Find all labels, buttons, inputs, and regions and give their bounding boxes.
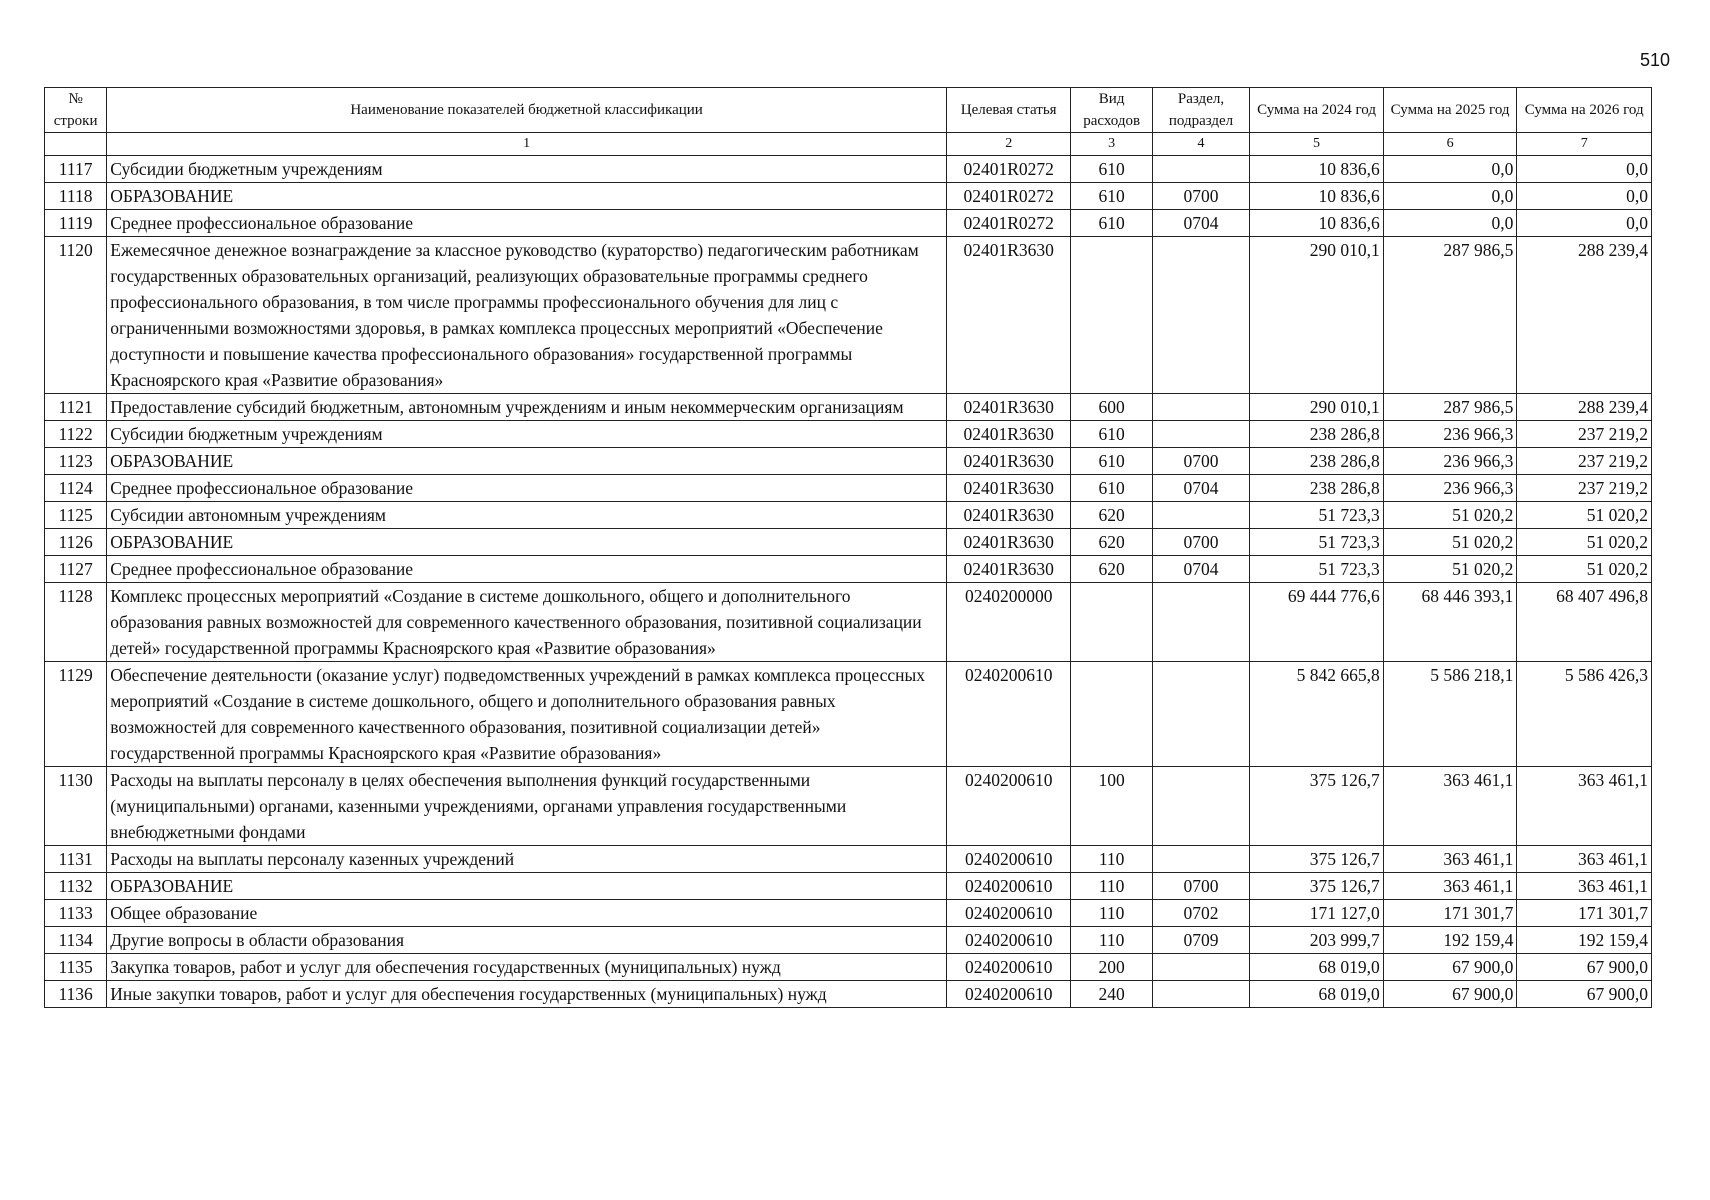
row-number-cell: 1128 [45,583,107,662]
sum-2025-cell: 0,0 [1383,156,1517,183]
header-expense-type: Вид расходов [1071,88,1152,133]
section-cell: 0704 [1152,475,1249,502]
target-article-cell: 0240200610 [946,767,1071,846]
sum-2024-cell: 51 723,3 [1250,502,1384,529]
table-row [45,846,1652,873]
section-cell [1152,394,1249,421]
sum-2025-cell: 5 586 218,1 [1383,662,1517,767]
indicator-name-cell: Ежемесячное денежное вознаграждение за классное руководство (кураторство) педагогическим работникам государственных образовательных организаций, реализующих образовательные программы среднего профессионального образования, в том числе программы профессионального обучения для лиц с ограниченными возможностями здоровья, в рамках комплекса процессных мероприятий «Обеспечение доступности и повышение качества профессионального образования» государственной программы Красноярского края «Развитие образования» [107,237,947,394]
sum-2026-cell: 363 461,1 [1517,873,1652,900]
sum-2026-cell: 171 301,7 [1517,900,1652,927]
row-number-cell: 1127 [45,556,107,583]
table-row [45,448,1652,475]
budget-table [44,87,1652,1008]
sum-2026-cell: 67 900,0 [1517,981,1652,1008]
target-article-cell: 02401R3630 [946,475,1071,502]
sum-2026-cell: 192 159,4 [1517,927,1652,954]
target-article-cell: 0240200610 [946,900,1071,927]
sum-2026-cell: 363 461,1 [1517,767,1652,846]
sum-2025-cell: 236 966,3 [1383,421,1517,448]
sum-2024-cell: 51 723,3 [1250,529,1384,556]
row-number-cell: 1134 [45,927,107,954]
indicator-name-cell: Среднее профессиональное образование [107,556,947,583]
sum-2025-cell: 0,0 [1383,183,1517,210]
sum-2025-cell: 0,0 [1383,210,1517,237]
sum-2026-cell: 237 219,2 [1517,448,1652,475]
column-number: 1 [107,133,947,156]
sum-2024-cell: 375 126,7 [1250,873,1384,900]
sum-2026-cell: 51 020,2 [1517,556,1652,583]
sum-2024-cell: 238 286,8 [1250,448,1384,475]
indicator-name-cell: Расходы на выплаты персоналу казенных учреждений [107,846,947,873]
sum-2026-cell: 0,0 [1517,210,1652,237]
indicator-name-cell: Общее образование [107,900,947,927]
indicator-name-cell: Иные закупки товаров, работ и услуг для обеспечения государственных (муниципальных) нужд [107,981,947,1008]
section-cell [1152,981,1249,1008]
column-number [45,133,107,156]
column-number: 2 [946,133,1071,156]
sum-2025-cell: 68 446 393,1 [1383,583,1517,662]
sum-2026-cell: 68 407 496,8 [1517,583,1652,662]
sum-2025-cell: 363 461,1 [1383,873,1517,900]
column-number-row [45,133,1652,156]
expense-type-cell: 100 [1071,767,1152,846]
expense-type-cell [1071,662,1152,767]
header-row [45,88,1652,133]
section-cell: 0700 [1152,873,1249,900]
sum-2024-cell: 51 723,3 [1250,556,1384,583]
table-row [45,475,1652,502]
sum-2024-cell: 10 836,6 [1250,210,1384,237]
sum-2025-cell: 67 900,0 [1383,954,1517,981]
sum-2025-cell: 363 461,1 [1383,846,1517,873]
sum-2025-cell: 51 020,2 [1383,556,1517,583]
sum-2025-cell: 236 966,3 [1383,448,1517,475]
section-cell [1152,846,1249,873]
target-article-cell: 02401R3630 [946,448,1071,475]
section-cell [1152,421,1249,448]
indicator-name-cell: Предоставление субсидий бюджетным, автономным учреждениям и иным некоммерческим организациям [107,394,947,421]
expense-type-cell: 610 [1071,183,1152,210]
target-article-cell: 0240200610 [946,846,1071,873]
indicator-name-cell: Другие вопросы в области образования [107,927,947,954]
expense-type-cell: 610 [1071,475,1152,502]
row-number-cell: 1120 [45,237,107,394]
table-row [45,394,1652,421]
target-article-cell: 0240200610 [946,662,1071,767]
expense-type-cell: 110 [1071,846,1152,873]
target-article-cell: 0240200610 [946,873,1071,900]
table-row [45,954,1652,981]
sum-2024-cell: 10 836,6 [1250,183,1384,210]
sum-2026-cell: 5 586 426,3 [1517,662,1652,767]
sum-2024-cell: 10 836,6 [1250,156,1384,183]
table-row [45,237,1652,394]
indicator-name-cell: Закупка товаров, работ и услуг для обеспечения государственных (муниципальных) нужд [107,954,947,981]
target-article-cell: 02401R0272 [946,210,1071,237]
expense-type-cell: 200 [1071,954,1152,981]
indicator-name-cell: ОБРАЗОВАНИЕ [107,448,947,475]
section-cell [1152,954,1249,981]
section-cell: 0700 [1152,183,1249,210]
sum-2026-cell: 51 020,2 [1517,529,1652,556]
table-row [45,529,1652,556]
section-cell [1152,767,1249,846]
expense-type-cell: 110 [1071,927,1152,954]
row-number-cell: 1133 [45,900,107,927]
sum-2024-cell: 290 010,1 [1250,237,1384,394]
column-number: 3 [1071,133,1152,156]
sum-2024-cell: 5 842 665,8 [1250,662,1384,767]
header-indicator-name: Наименование показателей бюджетной классификации [107,88,947,133]
header-section: Раздел, подраздел [1152,88,1249,133]
indicator-name-cell: Субсидии бюджетным учреждениям [107,421,947,448]
target-article-cell: 0240200000 [946,583,1071,662]
row-number-cell: 1135 [45,954,107,981]
sum-2026-cell: 288 239,4 [1517,394,1652,421]
section-cell [1152,502,1249,529]
sum-2024-cell: 68 019,0 [1250,981,1384,1008]
section-cell: 0700 [1152,529,1249,556]
sum-2025-cell: 171 301,7 [1383,900,1517,927]
expense-type-cell: 610 [1071,421,1152,448]
row-number-cell: 1126 [45,529,107,556]
expense-type-cell: 610 [1071,448,1152,475]
sum-2026-cell: 51 020,2 [1517,502,1652,529]
expense-type-cell [1071,583,1152,662]
column-number: 4 [1152,133,1249,156]
table-row [45,183,1652,210]
row-number-cell: 1131 [45,846,107,873]
header-target-article: Целевая статья [946,88,1071,133]
column-number: 6 [1383,133,1517,156]
target-article-cell: 02401R3630 [946,502,1071,529]
section-cell [1152,156,1249,183]
sum-2025-cell: 51 020,2 [1383,529,1517,556]
header-row-number: № строки [45,88,107,133]
target-article-cell: 02401R3630 [946,237,1071,394]
section-cell [1152,583,1249,662]
indicator-name-cell: Субсидии автономным учреждениям [107,502,947,529]
expense-type-cell: 620 [1071,556,1152,583]
sum-2024-cell: 69 444 776,6 [1250,583,1384,662]
section-cell: 0700 [1152,448,1249,475]
sum-2024-cell: 375 126,7 [1250,767,1384,846]
sum-2025-cell: 236 966,3 [1383,475,1517,502]
row-number-cell: 1123 [45,448,107,475]
sum-2025-cell: 51 020,2 [1383,502,1517,529]
section-cell: 0704 [1152,556,1249,583]
target-article-cell: 0240200610 [946,954,1071,981]
sum-2024-cell: 375 126,7 [1250,846,1384,873]
expense-type-cell: 610 [1071,156,1152,183]
sum-2025-cell: 363 461,1 [1383,767,1517,846]
indicator-name-cell: ОБРАЗОВАНИЕ [107,529,947,556]
row-number-cell: 1125 [45,502,107,529]
indicator-name-cell: Обеспечение деятельности (оказание услуг) подведомственных учреждений в рамках комплекса процессных мероприятий «Создание в системе дошкольного, общего и дополнительного образования равных возможностей для современного качественного образования, позитивной социализации детей» государственной программы Красноярского края «Развитие образования» [107,662,947,767]
sum-2024-cell: 68 019,0 [1250,954,1384,981]
expense-type-cell: 600 [1071,394,1152,421]
table-row [45,556,1652,583]
target-article-cell: 02401R3630 [946,421,1071,448]
target-article-cell: 0240200610 [946,981,1071,1008]
expense-type-cell: 110 [1071,873,1152,900]
sum-2024-cell: 238 286,8 [1250,475,1384,502]
section-cell: 0704 [1152,210,1249,237]
target-article-cell: 02401R0272 [946,156,1071,183]
expense-type-cell: 610 [1071,210,1152,237]
sum-2024-cell: 171 127,0 [1250,900,1384,927]
indicator-name-cell: Комплекс процессных мероприятий «Создание в системе дошкольного, общего и дополнительного образования равных возможностей для современного качественного образования, позитивной социализации детей» государственной программы Красноярского края «Развитие образования» [107,583,947,662]
sum-2026-cell: 0,0 [1517,156,1652,183]
sum-2026-cell: 363 461,1 [1517,846,1652,873]
table-row [45,421,1652,448]
sum-2026-cell: 67 900,0 [1517,954,1652,981]
table-row [45,767,1652,846]
row-number-cell: 1136 [45,981,107,1008]
expense-type-cell: 620 [1071,529,1152,556]
row-number-cell: 1119 [45,210,107,237]
sum-2024-cell: 290 010,1 [1250,394,1384,421]
section-cell [1152,237,1249,394]
expense-type-cell: 110 [1071,900,1152,927]
sum-2026-cell: 237 219,2 [1517,475,1652,502]
sum-2024-cell: 238 286,8 [1250,421,1384,448]
expense-type-cell: 620 [1071,502,1152,529]
sum-2025-cell: 287 986,5 [1383,394,1517,421]
table-row [45,502,1652,529]
column-number: 5 [1250,133,1384,156]
table-row [45,981,1652,1008]
row-number-cell: 1130 [45,767,107,846]
indicator-name-cell: Среднее профессиональное образование [107,210,947,237]
indicator-name-cell: ОБРАЗОВАНИЕ [107,873,947,900]
target-article-cell: 02401R3630 [946,394,1071,421]
row-number-cell: 1132 [45,873,107,900]
table-row [45,662,1652,767]
sum-2026-cell: 0,0 [1517,183,1652,210]
header-sum-2026: Сумма на 2026 год [1517,88,1652,133]
table-row [45,210,1652,237]
section-cell [1152,662,1249,767]
indicator-name-cell: Расходы на выплаты персоналу в целях обеспечения выполнения функций государственными (муниципальными) органами, казенными учреждениями, органами управления государственными внебюджетными фондами [107,767,947,846]
expense-type-cell: 240 [1071,981,1152,1008]
row-number-cell: 1129 [45,662,107,767]
indicator-name-cell: ОБРАЗОВАНИЕ [107,183,947,210]
sum-2025-cell: 67 900,0 [1383,981,1517,1008]
table-row [45,900,1652,927]
sum-2026-cell: 288 239,4 [1517,237,1652,394]
target-article-cell: 02401R3630 [946,556,1071,583]
expense-type-cell [1071,237,1152,394]
row-number-cell: 1124 [45,475,107,502]
target-article-cell: 0240200610 [946,927,1071,954]
row-number-cell: 1122 [45,421,107,448]
section-cell: 0709 [1152,927,1249,954]
column-number: 7 [1517,133,1652,156]
target-article-cell: 02401R3630 [946,529,1071,556]
indicator-name-cell: Среднее профессиональное образование [107,475,947,502]
sum-2026-cell: 237 219,2 [1517,421,1652,448]
row-number-cell: 1118 [45,183,107,210]
section-cell: 0702 [1152,900,1249,927]
table-row [45,873,1652,900]
row-number-cell: 1117 [45,156,107,183]
table-row [45,583,1652,662]
sum-2024-cell: 203 999,7 [1250,927,1384,954]
sum-2025-cell: 287 986,5 [1383,237,1517,394]
table-body [45,156,1652,1008]
table-row [45,927,1652,954]
header-sum-2024: Сумма на 2024 год [1250,88,1384,133]
table-row [45,156,1652,183]
row-number-cell: 1121 [45,394,107,421]
indicator-name-cell: Субсидии бюджетным учреждениям [107,156,947,183]
header-sum-2025: Сумма на 2025 год [1383,88,1517,133]
sum-2025-cell: 192 159,4 [1383,927,1517,954]
page-number: 510 [1640,50,1671,70]
target-article-cell: 02401R0272 [946,183,1071,210]
